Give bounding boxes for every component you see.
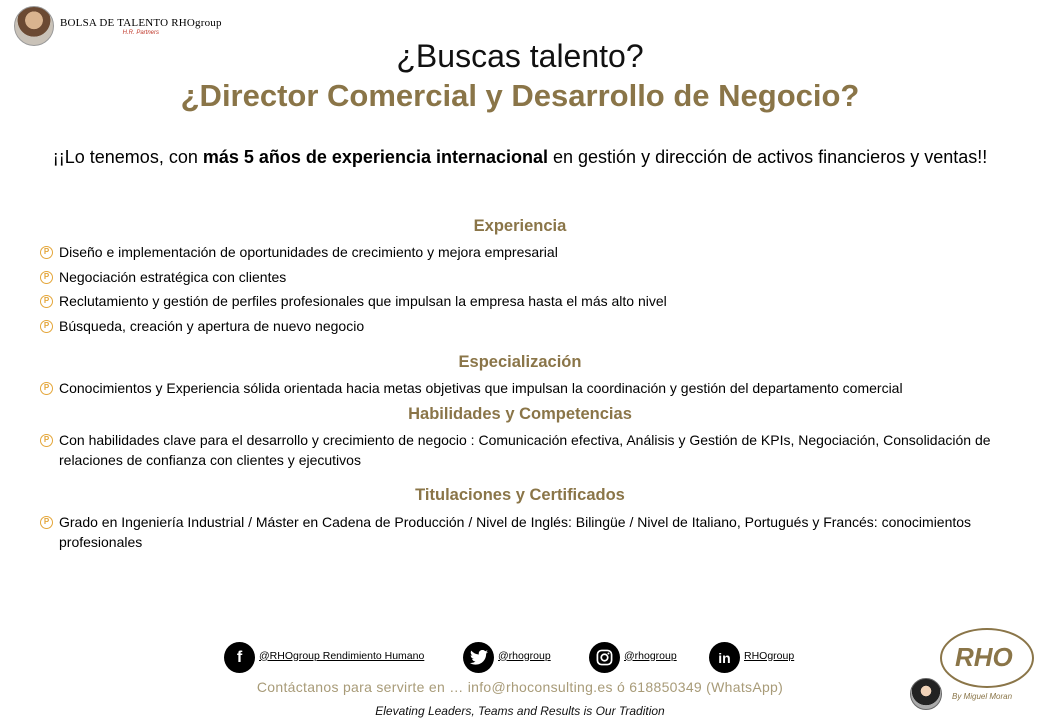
founder-avatar (910, 678, 942, 710)
section-title-experiencia: Experiencia (473, 217, 567, 235)
facebook-link[interactable]: f @RHOgroup Rendimiento Humano (224, 642, 424, 673)
list-item: P Con habilidades clave para el desarrollo y crecimiento de negocio : Comunicación efectiva, Análisis y Gestión de KPIs, Negociación, Consolidación de relaciones de confianza con clientes y ejecutivos (40, 430, 1020, 470)
motto: Elevating Leaders, Teams and Results is Our Tradition (375, 704, 665, 718)
job-title: ¿Director Comercial y Desarrollo de Negocio? (180, 78, 860, 113)
bullet-icon: P (40, 434, 53, 447)
brand-subtitle: H.R. Partners (122, 29, 160, 36)
intro-text: ¡¡Lo tenemos, con más 5 años de experiencia internacional en gestión y dirección de activos financieros y ventas!! (52, 147, 988, 167)
instagram-icon[interactable] (589, 642, 620, 673)
twitter-icon[interactable] (463, 642, 494, 673)
bullet-icon: P (40, 271, 53, 284)
bullet-icon: P (40, 246, 53, 259)
section-title-titulaciones: Titulaciones y Certificados (415, 486, 625, 504)
section-title-especializacion: Especialización (458, 353, 582, 371)
list-item: P Negociación estratégica con clientes (40, 267, 1020, 287)
brand-name: BOLSA DE TALENTO RHOgroup (60, 16, 222, 29)
facebook-icon[interactable]: f (224, 642, 255, 673)
twitter-link[interactable]: @rhogroup (463, 642, 551, 673)
instagram-link[interactable]: @rhogroup (589, 642, 677, 673)
linkedin-link[interactable]: in RHOgroup (709, 642, 794, 673)
bullet-icon: P (40, 320, 53, 333)
social-links (0, 642, 1040, 674)
list-item: P Diseño e implementación de oportunidades de crecimiento y mejora empresarial (40, 242, 1020, 262)
list-item: P Grado en Ingeniería Industrial / Máster en Cadena de Producción / Nivel de Inglés: Bilingüe / Nivel de Italiano, Portugués y Francés: conocimientos profesionales (40, 512, 1020, 552)
list-titulaciones (40, 512, 1020, 557)
list-habilidades (40, 430, 1020, 475)
page-title: ¿Buscas talento? (396, 38, 644, 74)
list-especializacion (40, 378, 1020, 403)
list-item: P Búsqueda, creación y apertura de nuevo negocio (40, 316, 1020, 336)
list-experiencia (40, 242, 1020, 340)
list-item: P Reclutamiento y gestión de perfiles profesionales que impulsan la empresa hasta el más alto nivel (40, 291, 1020, 311)
section-title-habilidades: Habilidades y Competencias (408, 405, 632, 423)
bullet-icon: P (40, 516, 53, 529)
rho-logo-text: RHO (955, 642, 1013, 672)
list-item: P Conocimientos y Experiencia sólida orientada hacia metas objetivas que impulsan la coordinación y gestión del departamento comercial (40, 378, 1020, 398)
bullet-icon: P (40, 295, 53, 308)
contact-info: Contáctanos para servirte en … info@rhoconsulting.es ó 618850349 (WhatsApp) (256, 679, 784, 695)
linkedin-icon[interactable]: in (709, 642, 740, 673)
rho-logo-subtitle: By Miguel Moran (952, 692, 1013, 701)
bullet-icon: P (40, 382, 53, 395)
